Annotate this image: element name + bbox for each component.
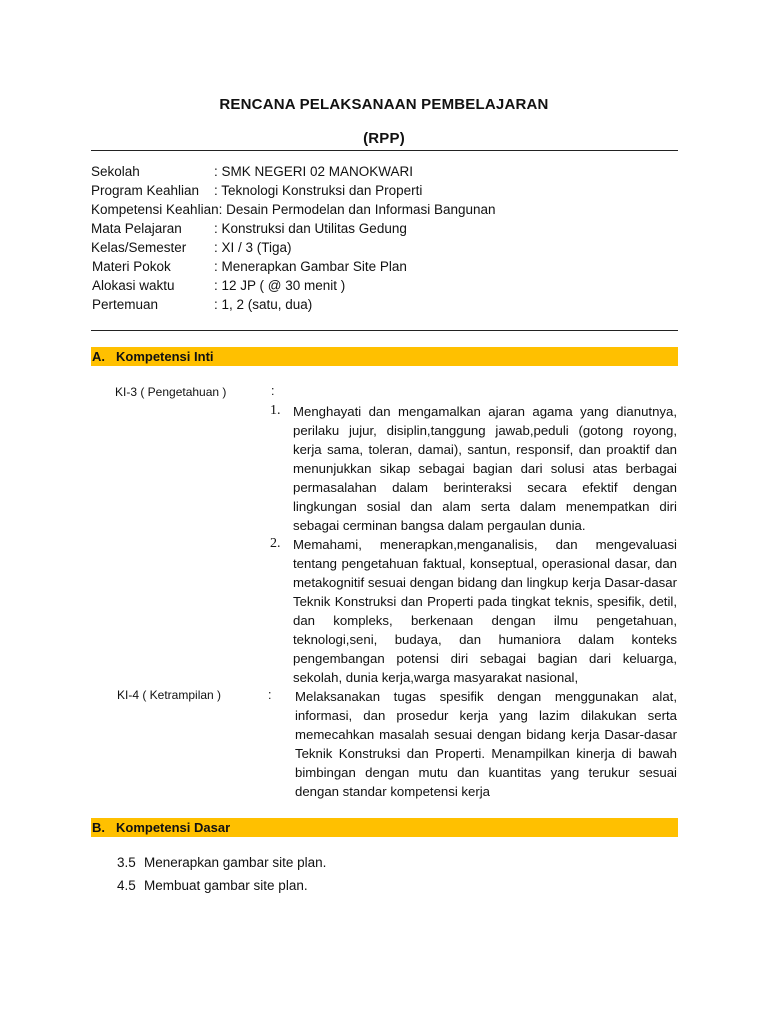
section-title: Kompetensi Inti xyxy=(116,349,214,364)
identity-row-kompetensi-keahlian xyxy=(91,200,496,219)
identity-row-program-keahlian xyxy=(91,181,422,200)
identity-row-pertemuan xyxy=(92,295,312,314)
identity-label: Kompetensi Keahlian xyxy=(91,202,219,217)
section-b-heading xyxy=(91,818,678,837)
identity-value: : XI / 3 (Tiga) xyxy=(214,240,292,255)
identity-label: Kelas/Semester xyxy=(91,240,187,255)
ki3-item-number: 2. xyxy=(270,536,281,551)
kd-number: 3.5 xyxy=(117,855,136,870)
ki4-label: KI-4 ( Ketrampilan ) xyxy=(117,688,222,702)
kd-text: Menerapkan gambar site plan. xyxy=(144,855,327,870)
identity-value: : 12 JP ( @ 30 menit ) xyxy=(214,278,346,293)
identity-value: : SMK NEGERI 02 MANOKWARI xyxy=(214,164,414,179)
section-title: Kompetensi Dasar xyxy=(116,820,231,835)
divider-top xyxy=(91,150,678,151)
kd-number: 4.5 xyxy=(117,878,136,893)
document-subtitle: (RPP) xyxy=(363,130,405,147)
identity-value: : Menerapkan Gambar Site Plan xyxy=(214,259,407,274)
identity-value: : Konstruksi dan Utilitas Gedung xyxy=(214,221,407,236)
identity-label: Sekolah xyxy=(91,164,140,179)
identity-row-alokasi-waktu xyxy=(92,276,345,295)
ki3-label: KI-3 ( Pengetahuan ) xyxy=(115,385,227,399)
ki4-text: Melaksanakan tugas spesifik dengan menggunakan alat, informasi, dan prosedur kerja yang lazim dilakukan serta memecahkan masalah sesuai dengan bidang kerja Dasar-dasar Teknik Konstruksi dan Properti. Menampilkan kinerja di bawah bimbingan dengan mutu dan kuantitas yang terukur sesuai dengan standar kompetensi kerja xyxy=(295,689,677,799)
identity-value: : 1, 2 (satu, dua) xyxy=(214,297,313,312)
identity-label: Materi Pokok xyxy=(92,259,171,274)
divider-bottom xyxy=(91,330,678,331)
ki4-colon: : xyxy=(268,688,272,702)
document-title: RENCANA PELAKSANAAN PEMBELAJARAN xyxy=(219,96,549,113)
ki3-item-number: 1. xyxy=(270,403,281,418)
identity-label: Mata Pelajaran xyxy=(91,221,182,236)
kd-text: Membuat gambar site plan. xyxy=(144,878,308,893)
identity-label: Alokasi waktu xyxy=(92,278,175,293)
identity-value: : Desain Permodelan dan Informasi Bangunan xyxy=(218,202,496,217)
identity-label: Pertemuan xyxy=(92,297,159,312)
section-a-heading xyxy=(91,347,678,366)
ki3-colon: : xyxy=(271,384,275,398)
identity-row-materi-pokok xyxy=(92,257,407,276)
identity-row-mata-pelajaran xyxy=(91,219,407,238)
identity-row-kelas-semester xyxy=(91,238,292,257)
section-letter: B. xyxy=(92,820,105,835)
identity-value: : Teknologi Konstruksi dan Properti xyxy=(214,183,423,198)
ki3-item-text: Memahami, menerapkan,menganalisis, dan mengevaluasi tentang pengetahuan faktual, konseptual, operasional dasar, dan metakognitif sesuai dengan bidang dan lingkup kerja Dasar-dasar Teknik Konstruksi dan Properti pada tingkat teknis, spesifik, detil, dan kompleks, berkenaan dengan ilmu pengetahuan, teknologi,seni, budaya, dan humaniora dalam konteks pengembangan potensi diri sebagai bagian dari keluarga, sekolah, dunia kerja,warga masyarakat nasional, xyxy=(293,537,677,685)
identity-row-sekolah xyxy=(91,162,413,181)
kd-item xyxy=(117,855,326,870)
section-letter: A. xyxy=(92,349,105,364)
ki3-item-text: Menghayati dan mengamalkan ajaran agama yang dianutnya, perilaku jujur, disiplin,tanggung jawab,peduli (gotong royong, kerja sama, toleran, damai), santun, responsif, dan proaktif dan menunjukkan sikap sebagai bagian dari solusi atas berbagai permasalahan dalam berinteraksi secara efektif dengan lingkungan sosial dan alam serta dalam menempatkan diri sebagai cerminan bangsa dalam pergaulan dunia. xyxy=(293,404,677,533)
kd-item xyxy=(117,878,308,893)
identity-label: Program Keahlian xyxy=(91,183,200,198)
